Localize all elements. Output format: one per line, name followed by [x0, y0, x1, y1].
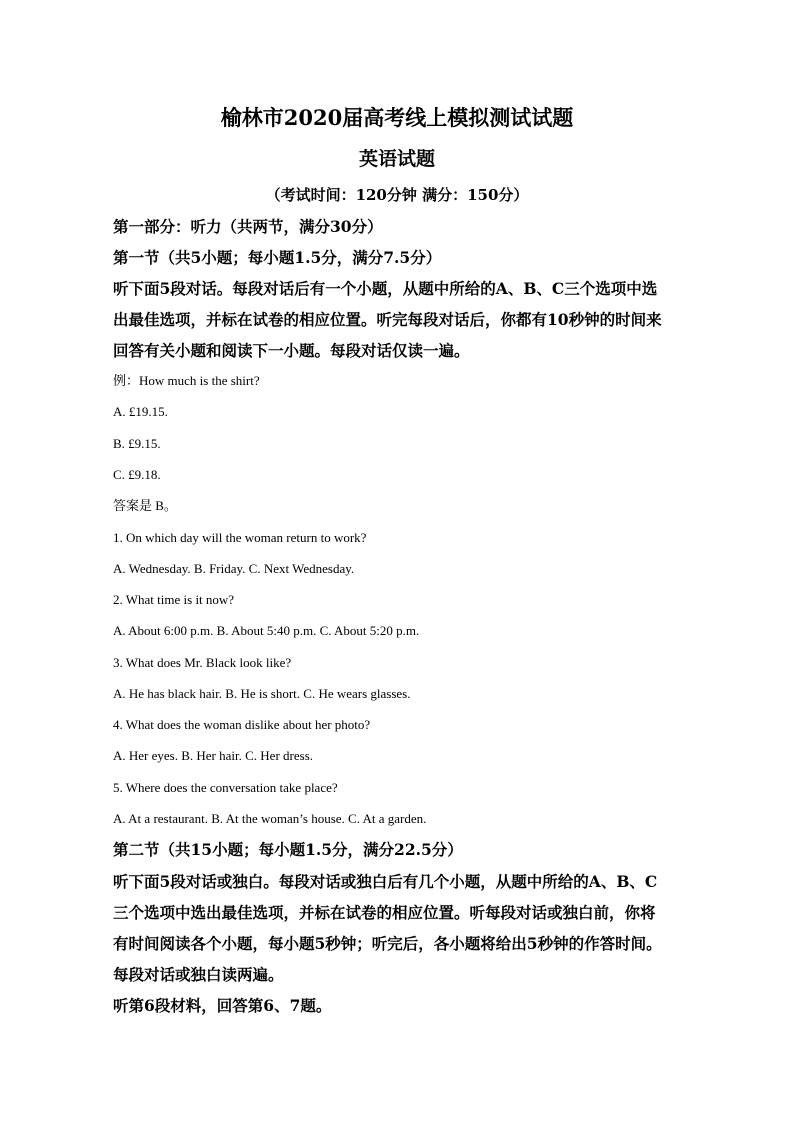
section2-heading: 第二节（共15小题；每小题1.5分，满分22.5分） — [113, 840, 463, 859]
section1-heading: 第一节（共5小题；每小题1.5分，满分7.5分） — [113, 248, 442, 267]
question-2: 2. What time is it now? — [113, 592, 235, 607]
question-1-options: A. Wednesday. B. Friday. C. Next Wednesday. — [113, 561, 355, 576]
section1-instructions — [113, 273, 688, 366]
part1-heading: 第一部分：听力（共两节，满分30分） — [113, 217, 383, 236]
instruction-line: 三个选项中选出最佳选项，并标在试卷的相应位置。听每段对话或独白前，你将 — [113, 903, 656, 922]
question-3: 3. What does Mr. Black look like? — [113, 655, 292, 670]
exam-subject: 英语试题 — [358, 148, 435, 170]
question-4: 4. What does the woman dislike about her photo? — [113, 717, 371, 732]
instruction-line: 回答有关小题和阅读下一小题。每段对话仅读一遍。 — [113, 341, 470, 360]
section2-instructions — [113, 866, 688, 990]
example-option-c: C. £9.18. — [113, 467, 161, 482]
exam-time-info: （考试时间：120分钟 满分：150分） — [265, 186, 529, 204]
question-2-options: A. About 6:00 p.m. B. About 5:40 p.m. C. About 5:20 p.m. — [113, 623, 420, 638]
instruction-line: 有时间阅读各个小题，每小题5秒钟；听完后，各小题将给出5秒钟的作答时间。 — [113, 934, 662, 953]
example-answer: 答案是 B。 — [113, 498, 177, 513]
example-question: 例：How much is the shirt? — [113, 373, 260, 388]
instruction-line: 每段对话或独白读两遍。 — [113, 965, 284, 984]
example-option-b: B. £9.15. — [113, 436, 161, 451]
question-5: 5. Where does the conversation take place? — [113, 780, 338, 795]
question-4-options: A. Her eyes. B. Her hair. C. Her dress. — [113, 748, 314, 763]
question-5-options: A. At a restaurant. B. At the woman’s house. C. At a garden. — [113, 811, 427, 826]
material-note: 听第6段材料，回答第6、7题。 — [113, 996, 332, 1015]
exam-title: 榆林市2020届高考线上模拟测试试题 — [220, 105, 574, 130]
question-3-options: A. He has black hair. B. He is short. C. He wears glasses. — [113, 686, 411, 701]
instruction-line: 听下面5段对话。每段对话后有一个小题，从题中所给的A、B、C三个选项中选 — [113, 279, 658, 298]
example-option-a: A. £19.15. — [113, 404, 168, 419]
question-1: 1. On which day will the woman return to work? — [113, 530, 367, 545]
instruction-line: 出最佳选项，并标在试卷的相应位置。听完每段对话后，你都有10秒钟的时间来 — [113, 310, 662, 329]
instruction-line: 听下面5段对话或独白。每段对话或独白后有几个小题，从题中所给的A、B、C — [113, 872, 658, 891]
